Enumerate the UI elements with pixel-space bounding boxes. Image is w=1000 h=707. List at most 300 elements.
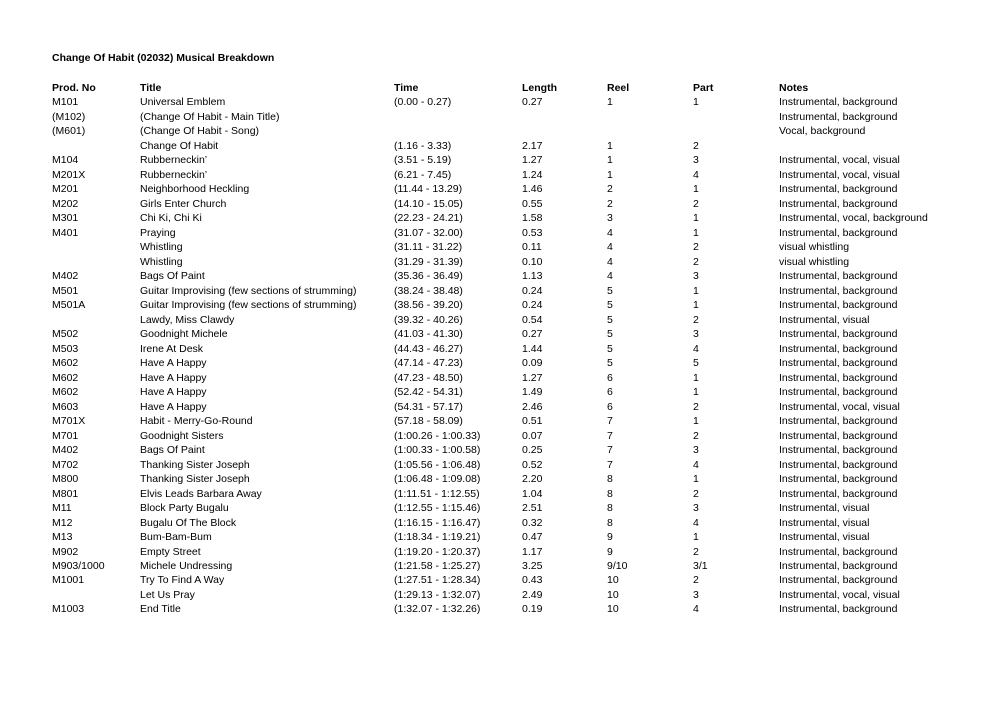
cell-title: Guitar Improvising (few sections of strumming) <box>140 284 357 297</box>
cell-part: 2 <box>693 197 699 210</box>
header-part: Part <box>693 82 714 94</box>
cell-time: (35.36 - 36.49) <box>394 270 463 283</box>
header-reel: Reel <box>607 82 630 94</box>
cell-notes: Instrumental, background <box>779 545 898 558</box>
cell-time: (1:11.51 - 1:12.55) <box>394 487 480 500</box>
cell-reel: 6 <box>607 371 613 384</box>
cell-notes: visual whistling <box>779 255 850 268</box>
cell-title: Michele Undressing <box>140 559 233 572</box>
cell-part: 3 <box>693 588 699 601</box>
cell-length: 0.52 <box>522 458 543 471</box>
cell-notes: Instrumental, background <box>779 328 898 341</box>
cell-title: Goodnight Sisters <box>140 429 224 442</box>
cell-length: 0.47 <box>522 531 543 544</box>
cell-reel: 8 <box>607 516 613 529</box>
table-row <box>52 516 952 530</box>
cell-part: 1 <box>693 299 699 312</box>
cell-notes: Instrumental, background <box>779 473 898 486</box>
cell-notes: Instrumental, background <box>779 284 898 297</box>
cell-notes: Instrumental, background <box>779 429 898 442</box>
header-title: Title <box>140 82 162 94</box>
table-row <box>52 458 952 472</box>
cell-notes: Instrumental, background <box>779 371 898 384</box>
cell-time: (57.18 - 58.09) <box>394 415 463 428</box>
cell-time: (1:32.07 - 1:32.26) <box>394 603 481 616</box>
cell-notes: Instrumental, background <box>779 299 898 312</box>
table-row <box>52 501 952 515</box>
cell-notes: Instrumental, vocal, visual <box>779 400 900 413</box>
cell-reel: 10 <box>607 603 619 616</box>
cell-title: Chi Ki, Chi Ki <box>140 212 202 225</box>
cell-part: 1 <box>693 386 699 399</box>
cell-part: 4 <box>693 603 699 616</box>
cell-reel: 6 <box>607 400 613 413</box>
cell-length: 2.49 <box>522 588 543 601</box>
cell-length <box>522 110 607 124</box>
table-row <box>52 197 952 211</box>
table-row <box>52 327 952 341</box>
cell-time: (22.23 - 24.21) <box>394 212 463 225</box>
header-time: Time <box>394 82 419 94</box>
cell-title: Thanking Sister Joseph <box>140 473 250 486</box>
cell-length: 1.27 <box>522 154 543 167</box>
cell-title: Have A Happy <box>140 386 207 399</box>
cell-reel: 5 <box>607 284 613 297</box>
cell-time: (1:19.20 - 1:20.37) <box>394 545 481 558</box>
cell-prod-no: M503 <box>52 342 79 355</box>
cell-notes: Vocal, background <box>779 125 866 138</box>
cell-time: (1:12.55 - 1:15.46) <box>394 502 481 515</box>
cell-prod-no: M602 <box>52 386 79 399</box>
cell-time: (0.00 - 0.27) <box>394 96 452 109</box>
cell-length: 1.17 <box>522 545 543 558</box>
cell-length: 0.11 <box>522 241 542 254</box>
cell-time: (38.24 - 38.48) <box>394 284 463 297</box>
cell-part: 4 <box>693 168 699 181</box>
cell-prod-no: M1001 <box>52 574 85 587</box>
cell-reel: 5 <box>607 313 613 326</box>
cell-part: 3/1 <box>693 559 708 572</box>
cell-notes: Instrumental, vocal, visual <box>779 154 900 167</box>
cell-title: Irene At Desk <box>140 342 204 355</box>
cell-part: 1 <box>693 212 699 225</box>
cell-notes: Instrumental, vocal, background <box>779 212 928 225</box>
cell-time: (1:00.26 - 1:00.33) <box>394 429 481 442</box>
cell-time: (11.44 - 13.29) <box>394 183 463 196</box>
cell-title: Lawdy, Miss Clawdy <box>140 313 235 326</box>
cell-prod-no: M602 <box>52 371 79 384</box>
cell-notes: Instrumental, background <box>779 357 898 370</box>
cell-time: (31.07 - 32.00) <box>394 226 463 239</box>
cell-length: 1.27 <box>522 371 543 384</box>
cell-title: Empty Street <box>140 545 201 558</box>
cell-time: (1:06.48 - 1:09.08) <box>394 473 481 486</box>
cell-part: 1 <box>693 96 699 109</box>
cell-part: 4 <box>693 458 699 471</box>
header-row <box>52 81 952 95</box>
cell-prod-no: M701X <box>52 415 86 428</box>
cell-length: 0.27 <box>522 96 543 109</box>
cell-notes <box>779 139 952 153</box>
cell-prod-no: M202 <box>52 197 79 210</box>
cell-title: Girls Enter Church <box>140 197 227 210</box>
cell-notes: Instrumental, background <box>779 415 898 428</box>
cell-time <box>394 110 522 124</box>
cell-notes: Instrumental, background <box>779 197 898 210</box>
cell-reel: 7 <box>607 429 613 442</box>
cell-prod-no: (M601) <box>52 125 86 138</box>
cell-prod-no: M800 <box>52 473 79 486</box>
cell-prod-no: M101 <box>52 96 79 109</box>
cell-time: (38.56 - 39.20) <box>394 299 463 312</box>
cell-time: (1.16 - 3.33) <box>394 139 452 152</box>
cell-length: 0.27 <box>522 328 543 341</box>
cell-title: Let Us Pray <box>140 588 195 601</box>
cell-notes: Instrumental, background <box>779 603 898 616</box>
cell-title: Goodnight Michele <box>140 328 228 341</box>
cell-length: 3.25 <box>522 559 543 572</box>
cell-notes: Instrumental, vocal, visual <box>779 168 900 181</box>
cell-time: (44.43 - 46.27) <box>394 342 463 355</box>
table-row <box>52 95 952 109</box>
table-row <box>52 356 952 370</box>
cell-length: 1.58 <box>522 212 543 225</box>
table-row <box>52 240 952 254</box>
cell-time: (1:29.13 - 1:32.07) <box>394 588 481 601</box>
table-row <box>52 269 952 283</box>
cell-length: 0.53 <box>522 226 543 239</box>
cell-time: (47.14 - 47.23) <box>394 357 463 370</box>
table-row <box>52 313 952 327</box>
table-row <box>52 255 952 269</box>
cell-prod-no: M11 <box>52 502 72 515</box>
cell-length: 1.46 <box>522 183 543 196</box>
cell-prod-no: M801 <box>52 487 79 500</box>
cell-time: (1:05.56 - 1:06.48) <box>394 458 481 471</box>
cell-reel: 4 <box>607 255 613 268</box>
cell-length: 1.49 <box>522 386 543 399</box>
cell-length: 1.04 <box>522 487 543 500</box>
cell-part: 1 <box>693 284 699 297</box>
cell-time: (1:00.33 - 1:00.58) <box>394 444 481 457</box>
cell-notes: Instrumental, vocal, visual <box>779 588 900 601</box>
cell-prod-no <box>52 588 140 602</box>
cell-part: 3 <box>693 154 699 167</box>
cell-part: 3 <box>693 444 699 457</box>
cell-notes: Instrumental, background <box>779 444 898 457</box>
table-row <box>52 342 952 356</box>
cell-time: (1:27.51 - 1:28.34) <box>394 574 481 587</box>
cell-part: 2 <box>693 574 699 587</box>
cell-notes: Instrumental, visual <box>779 313 870 326</box>
cell-reel: 9/10 <box>607 559 628 572</box>
cell-title: Try To Find A Way <box>140 574 225 587</box>
table-row <box>52 226 952 240</box>
cell-length: 2.46 <box>522 400 543 413</box>
table-row <box>52 602 952 616</box>
cell-part: 2 <box>693 429 699 442</box>
cell-time: (1:21.58 - 1:25.27) <box>394 559 481 572</box>
cell-prod-no: M902 <box>52 545 79 558</box>
table-row <box>52 211 952 225</box>
cell-prod-no: M501 <box>52 284 79 297</box>
cell-title: Have A Happy <box>140 400 207 413</box>
cell-title: Have A Happy <box>140 371 207 384</box>
cell-notes: Instrumental, background <box>779 110 898 123</box>
cell-prod-no <box>52 313 140 327</box>
cell-reel: 7 <box>607 415 613 428</box>
cell-prod-no: M401 <box>52 226 79 239</box>
table-body <box>52 95 952 616</box>
cell-part: 3 <box>693 328 699 341</box>
cell-reel: 7 <box>607 444 613 457</box>
table-row <box>52 110 952 124</box>
cell-length: 1.13 <box>522 270 543 283</box>
cell-title: Block Party Bugalu <box>140 502 229 515</box>
table-row <box>52 414 952 428</box>
cell-notes: Instrumental, visual <box>779 502 870 515</box>
cell-length: 2.20 <box>522 473 543 486</box>
cell-title: End Title <box>140 603 181 616</box>
cell-time: (3.51 - 5.19) <box>394 154 452 167</box>
cell-time: (54.31 - 57.17) <box>394 400 463 413</box>
cell-length <box>522 124 607 138</box>
table-row <box>52 371 952 385</box>
cell-time: (1:16.15 - 1:16.47) <box>394 516 481 529</box>
cell-time: (31.29 - 31.39) <box>394 255 463 268</box>
cell-part <box>693 124 779 138</box>
table-row <box>52 124 952 138</box>
cell-length: 0.55 <box>522 197 543 210</box>
cell-title: Bags Of Paint <box>140 270 205 283</box>
cell-reel: 9 <box>607 531 613 544</box>
cell-title: Elvis Leads Barbara Away <box>140 487 262 500</box>
cell-reel: 7 <box>607 458 613 471</box>
cell-prod-no: M104 <box>52 154 79 167</box>
cell-reel: 8 <box>607 502 613 515</box>
cell-time: (39.32 - 40.26) <box>394 313 463 326</box>
header-prod-no: Prod. No <box>52 82 96 94</box>
cell-prod-no: M602 <box>52 357 79 370</box>
cell-prod-no: M502 <box>52 328 79 341</box>
cell-time <box>394 124 522 138</box>
cell-reel: 4 <box>607 270 613 283</box>
cell-reel: 5 <box>607 328 613 341</box>
cell-part: 1 <box>693 531 699 544</box>
cell-part: 2 <box>693 545 699 558</box>
cell-length: 0.10 <box>522 255 543 268</box>
cell-part: 2 <box>693 139 699 152</box>
table-row <box>52 385 952 399</box>
cell-reel: 4 <box>607 226 613 239</box>
cell-reel: 2 <box>607 183 613 196</box>
cell-part: 3 <box>693 502 699 515</box>
cell-notes: Instrumental, background <box>779 183 898 196</box>
cell-time: (52.42 - 54.31) <box>394 386 463 399</box>
cell-reel: 8 <box>607 473 613 486</box>
table-row <box>52 168 952 182</box>
cell-prod-no: M402 <box>52 444 79 457</box>
cell-time: (14.10 - 15.05) <box>394 197 463 210</box>
cell-part: 2 <box>693 255 699 268</box>
cell-prod-no: (M102) <box>52 110 86 123</box>
cell-length: 1.24 <box>522 168 543 181</box>
cell-title: Bum-Bam-Bum <box>140 531 212 544</box>
table-row <box>52 588 952 602</box>
cell-prod-no: M402 <box>52 270 79 283</box>
cell-notes: visual whistling <box>779 241 850 254</box>
cell-prod-no: M603 <box>52 400 79 413</box>
cell-reel <box>607 124 693 138</box>
cell-notes: Instrumental, background <box>779 270 898 283</box>
cell-notes: Instrumental, background <box>779 342 898 355</box>
cell-reel: 10 <box>607 588 619 601</box>
cell-prod-no <box>52 240 140 254</box>
cell-part: 1 <box>693 473 699 486</box>
cell-part: 2 <box>693 400 699 413</box>
cell-title: Universal Emblem <box>140 96 226 109</box>
cell-length: 0.19 <box>522 603 543 616</box>
cell-title: Guitar Improvising (few sections of strumming) <box>140 299 357 312</box>
cell-prod-no: M201X <box>52 168 86 181</box>
cell-time: (6.21 - 7.45) <box>394 168 452 181</box>
table-row <box>52 429 952 443</box>
cell-notes: Instrumental, visual <box>779 531 870 544</box>
cell-title: Bags Of Paint <box>140 444 205 457</box>
cell-prod-no: M301 <box>52 212 79 225</box>
cell-notes: Instrumental, background <box>779 226 898 239</box>
cell-title: Thanking Sister Joseph <box>140 458 250 471</box>
cell-prod-no: M903/1000 <box>52 559 105 572</box>
table-row <box>52 400 952 414</box>
cell-reel: 4 <box>607 241 613 254</box>
cell-title: Change Of Habit <box>140 139 219 152</box>
cell-title: Bugalu Of The Block <box>140 516 237 529</box>
cell-length: 0.24 <box>522 299 543 312</box>
cell-reel: 5 <box>607 357 613 370</box>
cell-notes: Instrumental, background <box>779 458 898 471</box>
cell-reel: 5 <box>607 299 613 312</box>
cell-reel: 6 <box>607 386 613 399</box>
cell-notes: Instrumental, background <box>779 96 898 109</box>
cell-part: 2 <box>693 313 699 326</box>
cell-part: 1 <box>693 183 699 196</box>
table-row <box>52 139 952 153</box>
cell-length: 1.44 <box>522 342 543 355</box>
cell-time: (1:18.34 - 1:19.21) <box>394 531 481 544</box>
cell-title: (Change Of Habit - Main Title) <box>140 110 280 123</box>
table-row <box>52 443 952 457</box>
cell-reel: 8 <box>607 487 613 500</box>
table-row <box>52 545 952 559</box>
cell-title: Rubberneckin’ <box>140 168 208 181</box>
cell-notes: Instrumental, background <box>779 386 898 399</box>
cell-prod-no: M1003 <box>52 603 85 616</box>
cell-prod-no: M201 <box>52 183 79 196</box>
cell-reel: 1 <box>607 168 613 181</box>
cell-prod-no: M702 <box>52 458 79 471</box>
cell-reel: 2 <box>607 197 613 210</box>
cell-title: (Change Of Habit - Song) <box>140 125 260 138</box>
cell-notes: Instrumental, background <box>779 487 898 500</box>
cell-part: 4 <box>693 342 699 355</box>
header-notes: Notes <box>779 82 809 94</box>
table-row <box>52 153 952 167</box>
cell-length: 0.24 <box>522 284 543 297</box>
cell-reel: 5 <box>607 342 613 355</box>
cell-length: 2.17 <box>522 139 543 152</box>
table-row <box>52 559 952 573</box>
cell-reel: 1 <box>607 96 613 109</box>
table-row <box>52 487 952 501</box>
cell-part: 2 <box>693 241 699 254</box>
cell-prod-no: M13 <box>52 531 73 544</box>
cell-reel: 3 <box>607 212 613 225</box>
cell-prod-no <box>52 255 140 269</box>
cell-part: 1 <box>693 415 699 428</box>
cell-reel: 1 <box>607 139 613 152</box>
cell-prod-no: M12 <box>52 516 73 529</box>
cell-notes: Instrumental, visual <box>779 516 870 529</box>
cell-length: 0.09 <box>522 357 543 370</box>
cell-time: (47.23 - 48.50) <box>394 371 463 384</box>
cell-part: 5 <box>693 357 699 370</box>
cell-reel: 9 <box>607 545 613 558</box>
cell-length: 0.43 <box>522 574 543 587</box>
cell-part: 1 <box>693 226 699 239</box>
cell-title: Praying <box>140 226 176 239</box>
table-header <box>52 81 952 95</box>
table-row <box>52 530 952 544</box>
table-row <box>52 182 952 196</box>
cell-length: 2.51 <box>522 502 543 515</box>
cell-part: 3 <box>693 270 699 283</box>
cell-title: Rubberneckin’ <box>140 154 208 167</box>
cell-part: 4 <box>693 516 699 529</box>
table-row <box>52 573 952 587</box>
cell-part: 2 <box>693 487 699 500</box>
header-length: Length <box>522 82 557 94</box>
cell-notes: Instrumental, background <box>779 559 898 572</box>
cell-length: 0.51 <box>522 415 543 428</box>
cell-time: (41.03 - 41.30) <box>394 328 463 341</box>
cell-notes: Instrumental, background <box>779 574 898 587</box>
cell-prod-no: M701 <box>52 429 79 442</box>
cell-length: 0.54 <box>522 313 543 326</box>
musical-breakdown-table <box>52 81 952 617</box>
document-title: Change Of Habit (02032) Musical Breakdown <box>52 52 275 64</box>
cell-title: Whistling <box>140 255 183 268</box>
cell-length: 0.07 <box>522 429 543 442</box>
cell-title: Have A Happy <box>140 357 207 370</box>
cell-reel <box>607 110 693 124</box>
table-row <box>52 472 952 486</box>
table-row <box>52 284 952 298</box>
cell-part: 1 <box>693 371 699 384</box>
cell-title: Habit - Merry-Go-Round <box>140 415 253 428</box>
cell-part <box>693 110 779 124</box>
cell-prod-no: M501A <box>52 299 86 312</box>
cell-length: 0.32 <box>522 516 543 529</box>
cell-time: (31.11 - 31.22) <box>394 241 463 254</box>
cell-prod-no <box>52 139 140 153</box>
cell-reel: 1 <box>607 154 613 167</box>
cell-title: Whistling <box>140 241 183 254</box>
table-row <box>52 298 952 312</box>
cell-title: Neighborhood Heckling <box>140 183 250 196</box>
cell-reel: 10 <box>607 574 619 587</box>
cell-length: 0.25 <box>522 444 543 457</box>
